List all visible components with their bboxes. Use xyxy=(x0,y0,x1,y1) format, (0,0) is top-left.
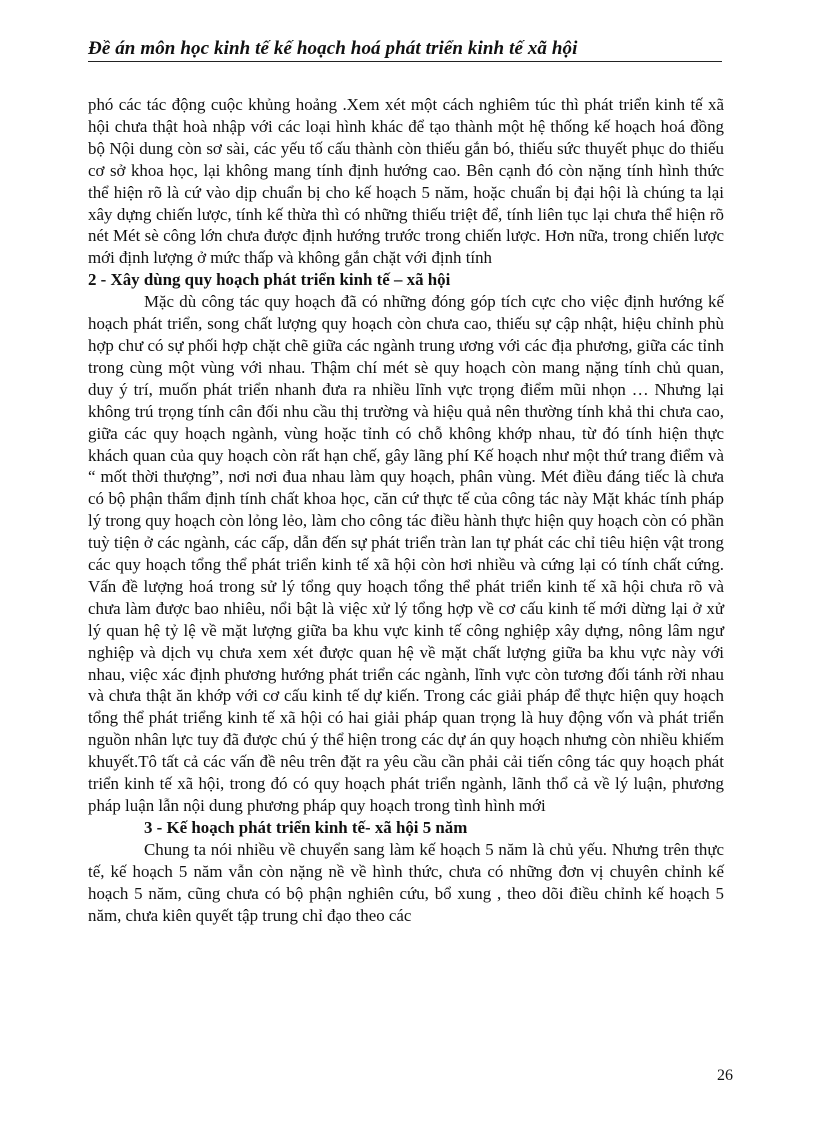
section-heading-3: 3 - Kế hoạch phát triển kinh tế- xã hội 5 năm xyxy=(144,817,468,837)
page-number: 26 xyxy=(717,1067,733,1084)
paragraph-strategy: phó các tác động cuộc khủng hoảng .Xem xét một cách nghiêm túc thì phát triển kinh tế xã hội chưa thật hoà nhập với các loại hình khác để tạo thành một hệ thống kế hoạch hoá đồng bộ Nội dung còn sơ sài, các yếu tố cấu thành còn thiếu gắn bó, thiếu sức thuyết phục do thiếu cơ sở khoa học, lại không mang tính định hướng cao. Bên cạnh đó còn nặng tính hình thức thể hiện rõ là cứ vào dịp chuẩn bị cho kế hoạch 5 năm, hoặc chuẩn bị đại hội là chúng ta lại xây dựng chiến lược, tính kế thừa thì có những thiếu triệt để, tính liên tục lại chưa thể hiện rõ nét Mét sè công lớn chưa được định hướng trước trong chiến lược. Hơn nữa, trong chiến lược mới định lượng ở mức thấp và không gắn chặt với định tính xyxy=(88,95,724,268)
section-heading-2: 2 - Xây dùng quy hoạch phát triển kinh tế – xã hội xyxy=(88,270,451,290)
document-body xyxy=(88,94,724,926)
header-divider xyxy=(88,61,722,62)
page-header-title: Đề án môn học kinh tế kế hoạch hoá phát triển kinh tế xã hội xyxy=(88,38,578,59)
paragraph-five-year-plan: Chung ta nói nhiều về chuyển sang làm kế hoạch 5 năm là chủ yếu. Nhưng trên thực tế, kế hoạch 5 năm vẫn còn nặng nề về hình thức, chưa có những đơn vị chuyên chỉnh kế hoạch 5 năm, cũng chưa có bộ phận nghiên cứu, bổ xung , theo dõi điều chỉnh kế hoạch 5 năm, chưa kiên quyết tập trung chỉ đạo theo các xyxy=(88,839,724,925)
paragraph-planning: Mặc dù công tác quy hoạch đã có những đóng góp tích cực cho việc định hướng kế hoạch phát triển, song chất lượng quy hoạch còn chưa cao, thiếu sự cập nhật, hiệu chỉnh phù hợp chư có sự phối hợp chặt chẽ giữa các ngành trung ương với các địa phương, giữa các tỉnh trong cùng một vùng với nhau. Thậm chí mét sè quy hoạch còn mang nặng tính chủ quan, duy ý trí, muốn phát triển nhanh đưa ra nhiều lĩnh vực trọng điểm mũi nhọn … Nhưng lại không trú trọng tính cân đối nhu cầu thị trường và hiệu quả nên thường tính khả thi chưa cao, giữa các quy hoạch ngành, vùng hoặc tỉnh có chỗ không khớp nhau, từ đó tính hiện thực khách quan của quy hoạch còn rất hạn chế, gây lãng phí Kế hoạch như một thứ trang điểm và “ mốt thời thượng”, nơi nơi đua nhau làm quy hoạch, phân vùng. Mét điều đáng tiếc là chưa có bộ phận thẩm định tính chất khoa học, căn cứ thực tế của công tác này Mặt khác tính pháp lý trong quy hoạch còn lỏng lẻo, làm cho công tác điều hành thực hiện quy hoạch còn có phần tuỳ tiện ở các ngành, các cấp, dẫn đến sự phát triển tràn lan tự phát các chỉ tiêu hiện vật trong các quy hoạch tổng thể phát triển kinh tế xã hội còn hơi nhiều và cứng lại có tính chất cứng. Vấn đề lượng hoá trong sử lý tổng quy hoạch tổng thể phát triển kinh tế xã hội chưa rõ và chưa làm được bao nhiêu, nổi bật là việc xử lý tổng hợp về cơ cấu kinh tế mới dừng lại ở xử lý quan hệ tỷ lệ về mặt lượng giữa ba khu vực kinh tế công nghiệp xây dựng, nông lâm ngư nghiệp và dịch vụ chưa xem xét được quan hệ về mặt chất lượng giữa ba khu vực này với nhau, việc xác định phương hướng phát triển các ngành, lĩnh vực còn tương đối tánh rời nhau và chưa thật ăn khớp với cơ cấu kinh tế dự kiến. Trong các giải pháp để thực hiện quy hoạch tổng thể phát triểng kinh tế xã hội có hai giải pháp quan trọng là huy động vốn và phát triển nguồn nhân lực tuy đã được chú ý thể hiện trong các dự án quy hoạch nhưng còn nhiều khiếm khuyết.Tô tất cả các vấn đề nêu trên đặt ra yêu cầu cần phải cải tiến công tác quy hoạch phát triển kinh tế xã hội, trong đó có quy hoạch phát triển ngành, lãnh thổ cả về lý luận, phương pháp luận lẫn nội dung phương pháp quy hoạch trong tình hình mới xyxy=(88,292,724,815)
